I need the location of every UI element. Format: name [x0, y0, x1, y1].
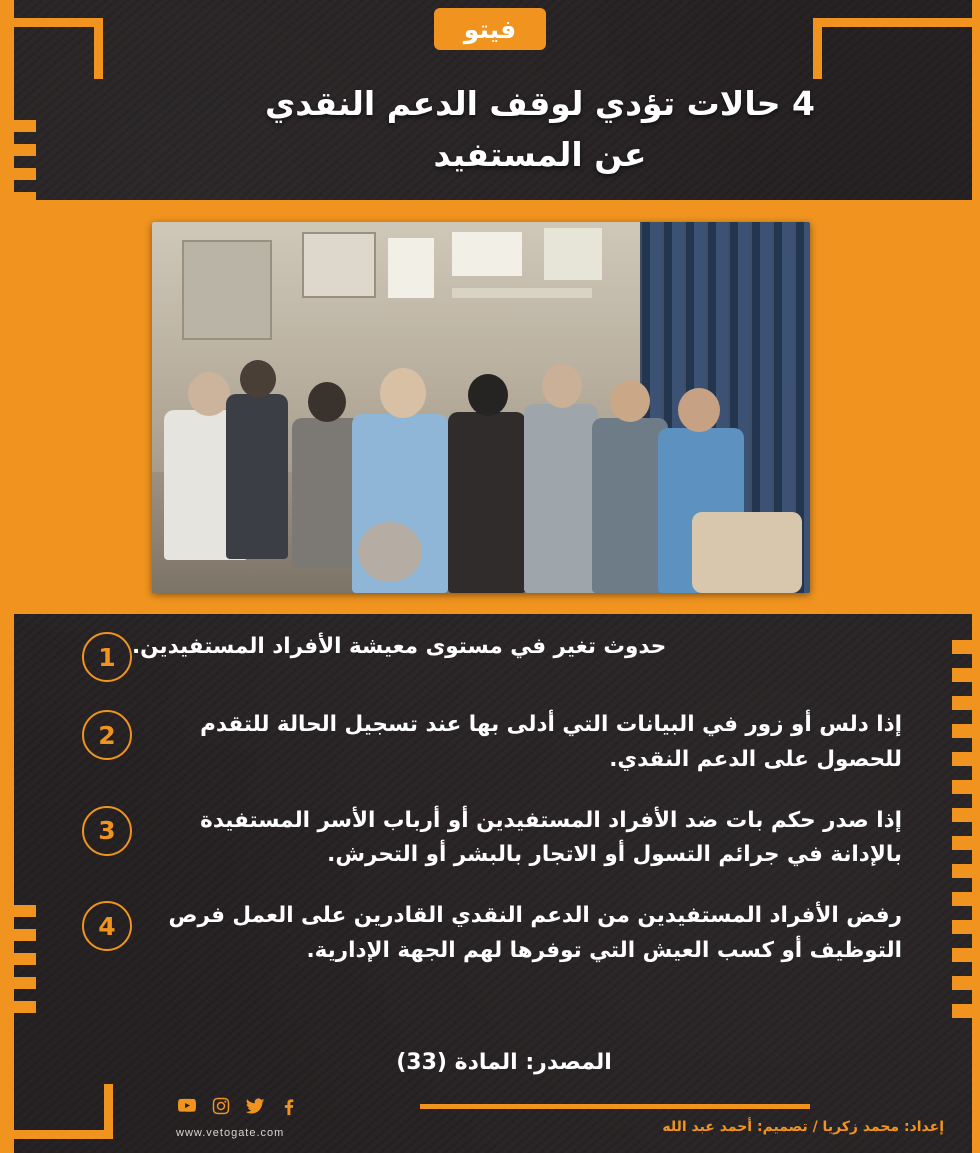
twitter-icon[interactable]	[244, 1095, 266, 1117]
list-item-number: 4	[82, 901, 132, 951]
list-item	[64, 708, 944, 778]
photo-person-head	[188, 372, 230, 416]
brand-logo	[434, 8, 546, 50]
dashed-decoration-left-bottom	[14, 905, 36, 1025]
corner-decoration-top-left	[14, 18, 103, 79]
facebook-icon[interactable]	[278, 1095, 300, 1117]
photo-person-head	[380, 368, 426, 418]
photo-person-body	[226, 394, 288, 559]
footer-divider	[420, 1104, 810, 1109]
corner-decoration-bottom-left	[14, 1084, 113, 1139]
social-links[interactable]	[176, 1095, 300, 1117]
photo-bag	[692, 512, 802, 593]
photo-window-1	[182, 240, 272, 340]
list-item	[64, 899, 944, 969]
conditions-list	[64, 630, 944, 995]
list-item-text: حدوث تغير في مستوى معيشة الأفراد المستفيدين.	[132, 634, 667, 659]
photo-person-head	[610, 380, 650, 422]
list-item-text: إذا صدر حكم بات ضد الأفراد المستفيدين أو أرباب الأسر المستفيدة بالإدانة في جرائم التسول أو الاتجار بالبشر أو التحرش.	[200, 807, 902, 868]
dashed-decoration-left-top	[14, 120, 36, 210]
headline-line-2: عن المستفيد	[433, 135, 647, 175]
photo-person-head	[468, 374, 508, 416]
dashed-decoration-right	[952, 640, 972, 1020]
list-item-number: 2	[82, 710, 132, 760]
instagram-icon[interactable]	[210, 1095, 232, 1117]
photo-poster-2	[452, 232, 522, 276]
photo-person-body	[592, 418, 668, 593]
photo-poster-4	[452, 288, 592, 298]
photo-person-head	[308, 382, 346, 422]
source-note: المصدر: المادة (33)	[396, 1050, 612, 1075]
photo-person-head	[358, 522, 422, 582]
list-item	[64, 804, 944, 874]
photo-person-head	[542, 364, 582, 408]
photo-poster-1	[388, 238, 434, 298]
list-item-number: 3	[82, 806, 132, 856]
list-item-text: رفض الأفراد المستفيدين من الدعم النقدي القادرين على العمل فرص التوظيف أو كسب العيش التي توفرها لهم الجهة الإدارية.	[168, 903, 902, 964]
photo-person-head	[240, 360, 276, 398]
photo-person-body	[524, 404, 598, 593]
hero-photo	[152, 222, 810, 593]
credits-text: إعداد: محمد زكريا / تصميم: أحمد عبد الله	[662, 1119, 944, 1135]
youtube-icon[interactable]	[176, 1095, 198, 1117]
list-item-text: إذا دلس أو زور في البيانات التي أدلى بها عند تسجيل الحالة للتقدم للحصول على الدعم النقدي.	[200, 712, 902, 772]
headline-line-1: 4 حالات تؤدي لوقف الدعم النقدي	[265, 84, 815, 123]
footer	[0, 1081, 980, 1153]
photo-person-body	[448, 412, 526, 593]
photo-poster-3	[544, 228, 602, 280]
page-title	[160, 78, 920, 180]
corner-decoration-top-right	[813, 18, 972, 79]
list-item	[64, 630, 944, 682]
photo-window-2	[302, 232, 376, 298]
brand-logo-text: فيتو	[463, 14, 517, 44]
photo-person-head	[678, 388, 720, 432]
website-url: www.vetogate.com	[176, 1127, 285, 1139]
list-item-number: 1	[82, 632, 132, 682]
